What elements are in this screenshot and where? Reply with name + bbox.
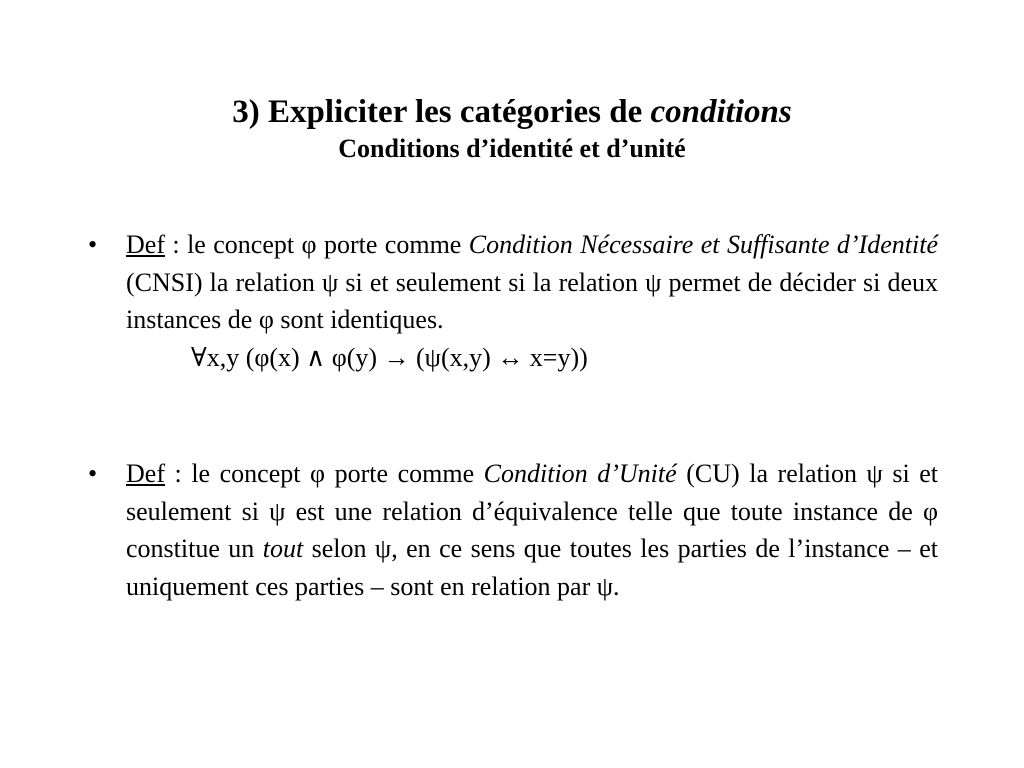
title-main-text: 3) Expliciter les catégories de bbox=[232, 94, 651, 130]
bullet-item-cnsi bbox=[88, 226, 938, 339]
title-main bbox=[0, 92, 1024, 132]
slide-title bbox=[0, 92, 1024, 166]
bullet-text: : le concept φ porte comme bbox=[164, 459, 484, 488]
bullet-text: : le concept φ porte comme bbox=[164, 230, 469, 259]
formula-cnsi: ∀x,y (φ(x) ∧ φ(y) → (ψ(x,y) ↔ x=y)) bbox=[191, 342, 588, 372]
bullet-item-cu bbox=[88, 455, 938, 605]
bullet-dot: • bbox=[88, 459, 98, 488]
bullet-dot: • bbox=[88, 230, 98, 259]
bullet-italic-term: Condition Nécessaire et Suffisante d’Identité bbox=[468, 230, 938, 259]
bullet-text: (CU) la relation ψ si et seulement si ψ est une relation d’équivalence telle que toute instance de φ constitue un bbox=[126, 459, 938, 563]
bullet-text: selon ψ, en ce sens que toutes les parties de l’instance – et uniquement ces parties – sont en relation par ψ. bbox=[126, 534, 938, 601]
bullet-italic-term: Condition d’Unité bbox=[483, 459, 677, 488]
bullet-text: (CNSI) la relation ψ si et seulement si la relation ψ permet de décider si deux instances de φ sont identiques. bbox=[126, 267, 938, 334]
def-label: Def bbox=[126, 230, 165, 259]
spacer bbox=[88, 376, 938, 455]
title-main-italic: conditions bbox=[650, 94, 792, 130]
title-subtitle: Conditions d’identité et d’unité bbox=[338, 134, 686, 163]
bullet-italic-term: tout bbox=[262, 534, 304, 563]
def-label: Def bbox=[126, 459, 165, 488]
bullet-list bbox=[88, 226, 938, 605]
